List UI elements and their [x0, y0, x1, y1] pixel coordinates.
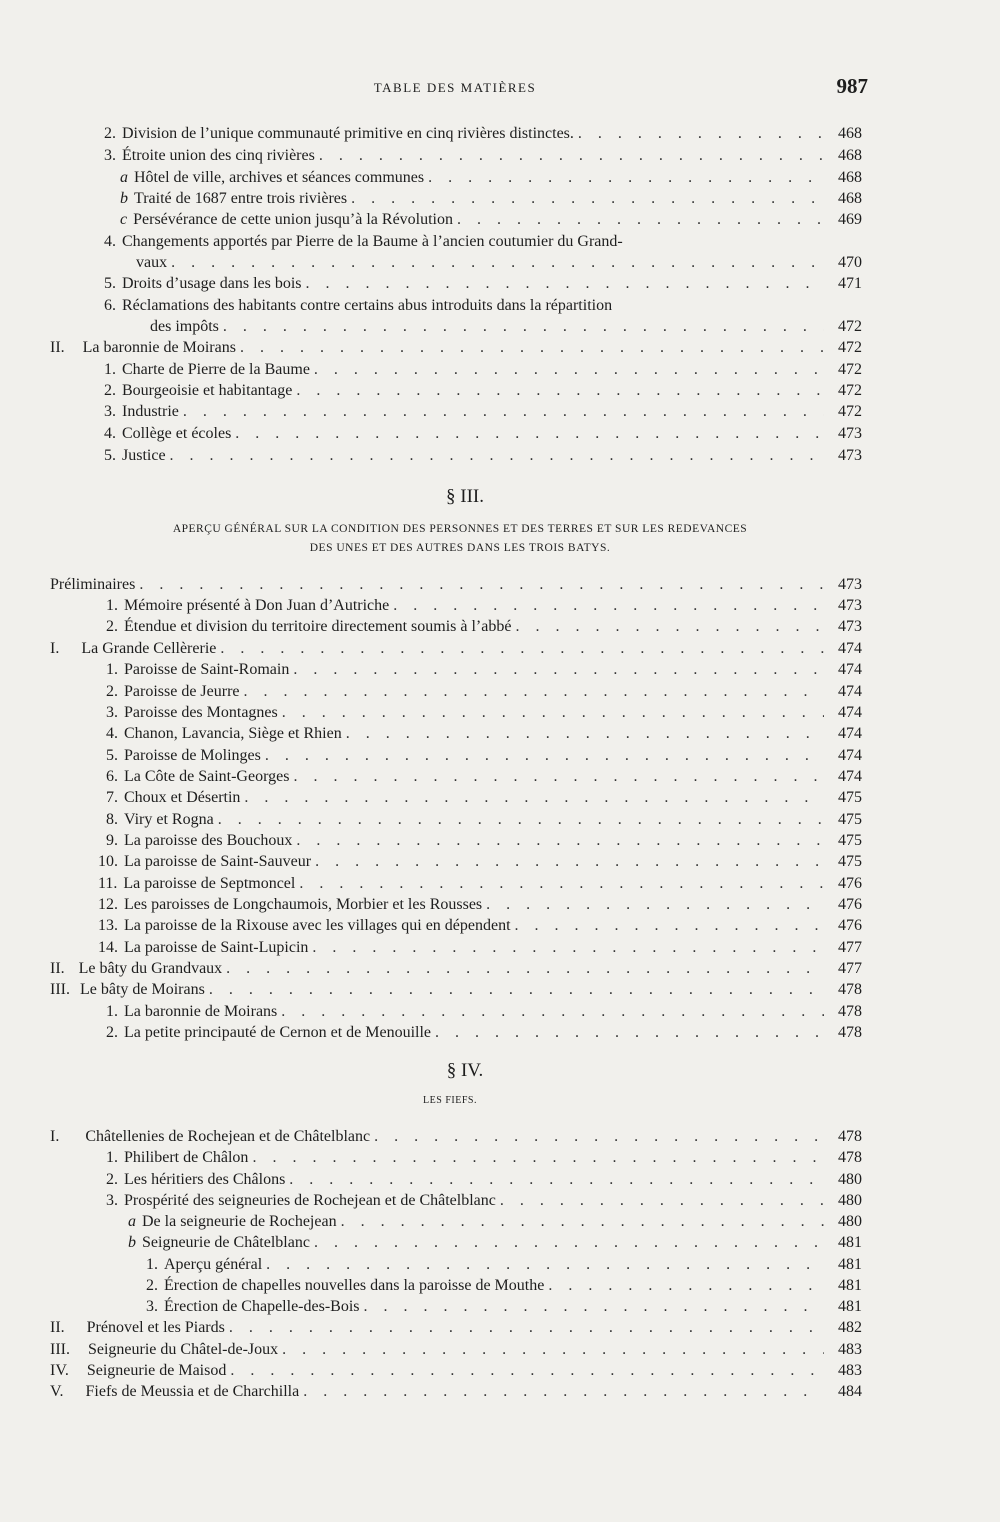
entry-title: Choux et Désertin [124, 789, 241, 806]
toc-entry [50, 639, 862, 659]
entry-number: 2. [106, 618, 118, 635]
entry-page: 474 [838, 704, 862, 721]
entry-number: 2. [106, 1171, 118, 1188]
entry-number: 1. [146, 1256, 158, 1273]
toc-entry [104, 360, 862, 380]
entry-page: 472 [838, 382, 862, 399]
entry-title: Philibert de Châlon [124, 1149, 249, 1166]
entry-page: 481 [838, 1234, 862, 1251]
toc-entry [98, 938, 862, 958]
entry-title: Aperçu général [164, 1256, 263, 1273]
entry-number: 3. [106, 704, 118, 721]
entry-page: 472 [838, 339, 862, 356]
toc-entry [106, 788, 862, 808]
toc-entry [50, 1318, 862, 1338]
entry-title: Réclamations des habitants contre certains abus introduits dans la répartition [122, 297, 613, 314]
entry-title: La Grande Cellèrerie [81, 640, 217, 657]
page-number: 987 [836, 74, 868, 98]
entry-title: Étendue et division du territoire directement soumis à l’abbé [124, 618, 512, 635]
entry-page: 474 [838, 640, 862, 657]
entry-number: 2. [104, 125, 116, 142]
toc-entry [104, 446, 862, 466]
entry-title: Préliminaires [50, 576, 136, 593]
toc-entry [106, 682, 862, 702]
entry-number: 9. [106, 832, 118, 849]
toc-entry [98, 874, 862, 894]
entry-page: 475 [838, 789, 862, 806]
entry-page: 468 [838, 169, 862, 186]
entry-number: 6. [106, 768, 118, 785]
toc-entry [50, 338, 862, 358]
toc-entry-firstline [104, 232, 623, 252]
entry-number: 6. [104, 297, 116, 314]
entry-number: III. [50, 1341, 70, 1358]
section-heading: § III. [446, 486, 484, 507]
entry-letter: a [120, 169, 128, 186]
entry-title: La paroisse de la Rixouse avec les villages qui en dépendent [124, 917, 511, 934]
entry-number: 5. [106, 747, 118, 764]
entry-number: 4. [104, 233, 116, 250]
section-subtitle: LES FIEFS. [423, 1095, 477, 1106]
entry-page: 468 [838, 147, 862, 164]
entry-title: Collège et écoles [122, 425, 232, 442]
entry-number: IV. [50, 1362, 69, 1379]
toc-entry [146, 1297, 862, 1317]
entry-title: Prospérité des seigneuries de Rochejean et de Châtelblanc [124, 1192, 496, 1209]
toc-entry [104, 381, 862, 401]
entry-title: Châtellenies de Rochejean et de Châtelblanc [85, 1128, 371, 1145]
entry-letter: b [120, 190, 128, 207]
entry-page: 478 [838, 1024, 862, 1041]
entry-title: Viry et Rogna [124, 811, 214, 828]
entry-number: 5. [104, 447, 116, 464]
entry-title: La petite principauté de Cernon et de Menouille [124, 1024, 431, 1041]
entry-title: Prénovel et les Piards [86, 1319, 225, 1336]
entry-number: I. [50, 640, 60, 657]
entry-number: 1. [106, 1149, 118, 1166]
toc-entry [106, 596, 862, 616]
entry-title: Industrie [122, 403, 179, 420]
entry-page: 476 [838, 875, 862, 892]
entry-page: 475 [838, 832, 862, 849]
entry-title: Érection de Chapelle-des-Bois [164, 1298, 360, 1315]
section-subtitle: DES UNES ET DES AUTRES DANS LES TROIS BATYS. [309, 542, 611, 554]
entry-page: 484 [838, 1383, 862, 1400]
entry-number: 12. [98, 896, 118, 913]
entry-title: Seigneurie de Châtelblanc [142, 1234, 310, 1251]
entry-continuation: vaux [136, 254, 168, 271]
entry-page: 481 [838, 1277, 862, 1294]
entry-title: Les héritiers des Châlons [124, 1171, 286, 1188]
entry-page: 474 [838, 747, 862, 764]
entry-number: 1. [106, 597, 118, 614]
toc-entry [106, 810, 862, 830]
entry-title: La paroisse de Saint-Lupicin [124, 939, 309, 956]
entry-title: Le bâty du Grandvaux [78, 960, 223, 977]
entry-title: Changements apportés par Pierre de la Baume à l’ancien coutumier du Grand- [122, 233, 623, 250]
entry-page: 468 [838, 190, 862, 207]
toc-entry [106, 1023, 862, 1043]
entry-number: II. [50, 339, 65, 356]
toc-entry [50, 1361, 862, 1381]
entry-page: 473 [838, 597, 862, 614]
toc-entry [146, 1276, 862, 1296]
entry-number: 5. [104, 275, 116, 292]
toc-entry-firstline [104, 296, 612, 316]
entry-page: 481 [838, 1298, 862, 1315]
toc-entry [106, 724, 862, 744]
entry-page: 474 [838, 661, 862, 678]
entry-title: Seigneurie du Châtel-de-Joux [87, 1341, 279, 1358]
entry-title: Traité de 1687 entre trois rivières [134, 190, 348, 207]
entry-page: 475 [838, 853, 862, 870]
entry-page: 473 [838, 576, 862, 593]
entry-title: Érection de chapelles nouvelles dans la paroisse de Mouthe [164, 1277, 545, 1294]
toc-entry [50, 1382, 862, 1402]
entry-number: 3. [146, 1298, 158, 1315]
toc-entry [106, 1191, 862, 1211]
toc-entry [106, 767, 862, 787]
entry-page: 472 [838, 318, 862, 335]
entry-number: 2. [104, 382, 116, 399]
entry-page: 480 [838, 1213, 862, 1230]
entry-letter: a [128, 1213, 136, 1230]
entry-page: 476 [838, 917, 862, 934]
toc-entry [128, 1233, 862, 1253]
entry-title: Paroisse de Saint-Romain [124, 661, 290, 678]
entry-title: Hôtel de ville, archives et séances communes [134, 169, 425, 186]
running-title: TABLE DES MATIÈRES [373, 80, 537, 95]
toc-entry [50, 980, 862, 1000]
entry-page: 473 [838, 447, 862, 464]
entry-page: 477 [838, 960, 862, 977]
toc-entry-continuation [150, 317, 862, 337]
entry-continuation: des impôts [150, 318, 219, 335]
toc-entry-continuation [136, 253, 862, 273]
entry-page: 483 [838, 1362, 862, 1379]
toc-entry [104, 424, 862, 444]
entry-title: La paroisse de Septmoncel [123, 875, 296, 892]
entry-number: 4. [106, 725, 118, 742]
entry-number: 3. [104, 403, 116, 420]
entry-number: 8. [106, 811, 118, 828]
toc-entry [104, 274, 862, 294]
entry-page: 474 [838, 768, 862, 785]
entry-number: V. [50, 1383, 64, 1400]
entry-title: La baronnie de Moirans [82, 339, 236, 356]
toc-entry [106, 1170, 862, 1190]
entry-page: 478 [838, 1003, 862, 1020]
entry-page: 470 [838, 254, 862, 271]
entry-page: 475 [838, 811, 862, 828]
entry-number: 13. [98, 917, 118, 934]
section-subtitle: APERÇU GÉNÉRAL SUR LA CONDITION DES PERSONNES ET DES TERRES ET SUR LES REDEVANCES [172, 523, 748, 535]
entry-number: 2. [146, 1277, 158, 1294]
entry-number: 14. [98, 939, 118, 956]
toc-entry [104, 402, 862, 422]
toc-entry [120, 168, 862, 188]
entry-page: 481 [838, 1256, 862, 1273]
entry-page: 477 [838, 939, 862, 956]
entry-title: La paroisse des Bouchoux [124, 832, 293, 849]
entry-page: 480 [838, 1192, 862, 1209]
entry-title: Seigneurie de Maisod [86, 1362, 227, 1379]
entry-page: 478 [838, 981, 862, 998]
entry-title: Justice [122, 447, 166, 464]
entry-number: II. [50, 960, 65, 977]
toc-entry [98, 852, 862, 872]
entry-page: 474 [838, 683, 862, 700]
entry-title: Division de l’unique communauté primitive en cinq rivières distinctes. [122, 125, 574, 142]
entry-number: 3. [104, 147, 116, 164]
entry-title: Étroite union des cinq rivières [122, 147, 315, 164]
entry-page: 469 [838, 211, 862, 228]
toc-entry [104, 124, 862, 144]
entry-title: Chanon, Lavancia, Siège et Rhien [124, 725, 342, 742]
entry-page: 478 [838, 1149, 862, 1166]
entry-title: De la seigneurie de Rochejean [142, 1213, 337, 1230]
entry-title: La paroisse de Saint-Sauveur [124, 853, 312, 870]
entry-page: 472 [838, 403, 862, 420]
toc-entry [106, 1148, 862, 1168]
entry-number: 2. [106, 1024, 118, 1041]
entry-number: 7. [106, 789, 118, 806]
toc-entry [50, 1340, 862, 1360]
entry-title: Persévérance de cette union jusqu’à la Révolution [133, 211, 453, 228]
entry-page: 483 [838, 1341, 862, 1358]
toc-entry [106, 1002, 862, 1022]
toc-entry [120, 189, 862, 209]
entry-page: 474 [838, 725, 862, 742]
entry-page: 482 [838, 1319, 862, 1336]
entry-number: 1. [106, 1003, 118, 1020]
entry-page: 471 [838, 275, 862, 292]
toc-entry [50, 959, 862, 979]
entry-title: Paroisse de Jeurre [124, 683, 240, 700]
entry-letter: b [128, 1234, 136, 1251]
entry-title: Les paroisses de Longchaumois, Morbier et les Rousses [124, 896, 483, 913]
entry-title: Bourgeoisie et habitantage [122, 382, 293, 399]
entry-number: 1. [104, 361, 116, 378]
toc-entry [106, 831, 862, 851]
entry-title: Fiefs de Meussia et de Charchilla [85, 1383, 300, 1400]
entry-number: 4. [104, 425, 116, 442]
entry-page: 472 [838, 361, 862, 378]
entry-number: 11. [98, 875, 118, 892]
section-heading: § IV. [446, 1060, 484, 1081]
toc-entry [50, 575, 862, 595]
entry-number: II. [50, 1319, 65, 1336]
toc-entry [106, 617, 862, 637]
entry-page: 473 [838, 618, 862, 635]
toc-entry [146, 1255, 862, 1275]
toc-entry [98, 895, 862, 915]
entry-page: 476 [838, 896, 862, 913]
entry-title: Paroisse des Montagnes [124, 704, 278, 721]
entry-title: Droits d’usage dans les bois [122, 275, 302, 292]
entry-number: 1. [106, 661, 118, 678]
entry-title: La Côte de Saint-Georges [124, 768, 290, 785]
entry-number: 2. [106, 683, 118, 700]
entry-page: 473 [838, 425, 862, 442]
toc-entry [98, 916, 862, 936]
entry-page: 468 [838, 125, 862, 142]
entry-letter: c [120, 211, 128, 228]
entry-title: Mémoire présenté à Don Juan d’Autriche [124, 597, 390, 614]
entry-title: Paroisse de Molinges [124, 747, 261, 764]
entry-page: 480 [838, 1171, 862, 1188]
toc-entry [120, 210, 862, 230]
toc-entry [104, 146, 862, 166]
entry-number: I. [50, 1128, 60, 1145]
entry-number: 10. [98, 853, 118, 870]
toc-entry [128, 1212, 862, 1232]
toc-entry [106, 746, 862, 766]
entry-number: 3. [106, 1192, 118, 1209]
toc-entry [106, 660, 862, 680]
entry-title: Charte de Pierre de la Baume [122, 361, 310, 378]
entry-title: La baronnie de Moirans [124, 1003, 278, 1020]
entry-title: Le bâty de Moirans [79, 981, 205, 998]
toc-entry [50, 1127, 862, 1147]
entry-number: III. [50, 981, 70, 998]
toc-entry [106, 703, 862, 723]
entry-page: 478 [838, 1128, 862, 1145]
page-header [0, 74, 1000, 104]
